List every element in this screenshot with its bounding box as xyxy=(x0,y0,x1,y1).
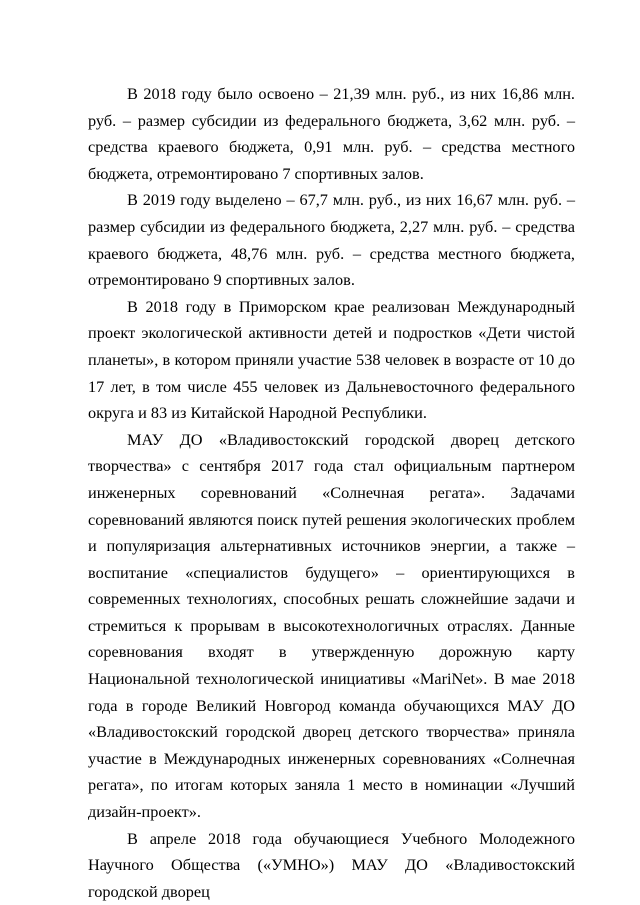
paragraph-solar-regatta: МАУ ДО «Владивостокский городской дворец детского творчества» с сентября 2017 года стал официальным партнером инженерных соревнований «Солнечная регата». Задачами соревнований являются поиск путей решения экологических проблем и популяризация альтернативных источников энергии, а также – воспитание «специалистов будущего» – ориентирующихся в современных технологиях, способных решать сложнейшие задачи и стремиться к прорывам в высокотехнологичных отраслях. Данные соревнования входят в утвержденную дорожную карту Национальной технологической инициативы «MariNet». В мае 2018 года в городе Великий Новгород команда обучающихся МАУ ДО «Владивостокский городской дворец детского творчества» приняла участие в Международных инженерных соревнованиях «Солнечная регата», по итогам которых заняла 1 место в номинации «Лучший дизайн-проект». xyxy=(88,429,575,822)
paragraph-umno-april-2018: В апреле 2018 года обучающиеся Учебного Молодежного Научного Общества («УМНО») МАУ ДО «Владивостокский городской дворец xyxy=(88,828,575,901)
paragraph-2018-funding: В 2018 году было освоено – 21,39 млн. руб., из них 16,86 млн. руб. – размер субсидии из федерального бюджета, 3,62 млн. руб. – средства краевого бюджета, 0,91 млн. руб. – средства местного бюджета, отремонтировано 7 спортивных залов. xyxy=(88,84,575,183)
document-body xyxy=(88,81,575,905)
paragraph-2019-funding: В 2019 году выделено – 67,7 млн. руб., из них 16,67 млн. руб. – размер субсидии из федерального бюджета, 2,27 млн. руб. – средства краевого бюджета, 48,76 млн. руб. – средства местного бюджета, отремонтировано 9 спортивных залов. xyxy=(88,190,575,290)
paragraph-clean-planet-project: В 2018 году в Приморском крае реализован Международный проект экологической активности детей и подростков «Дети чистой планеты», в котором приняли участие 538 человек в возрасте от 10 до 17 лет, в том числе 455 человек из Дальневосточного федерального округа и 83 из Китайской Народной Республики. xyxy=(88,296,575,423)
